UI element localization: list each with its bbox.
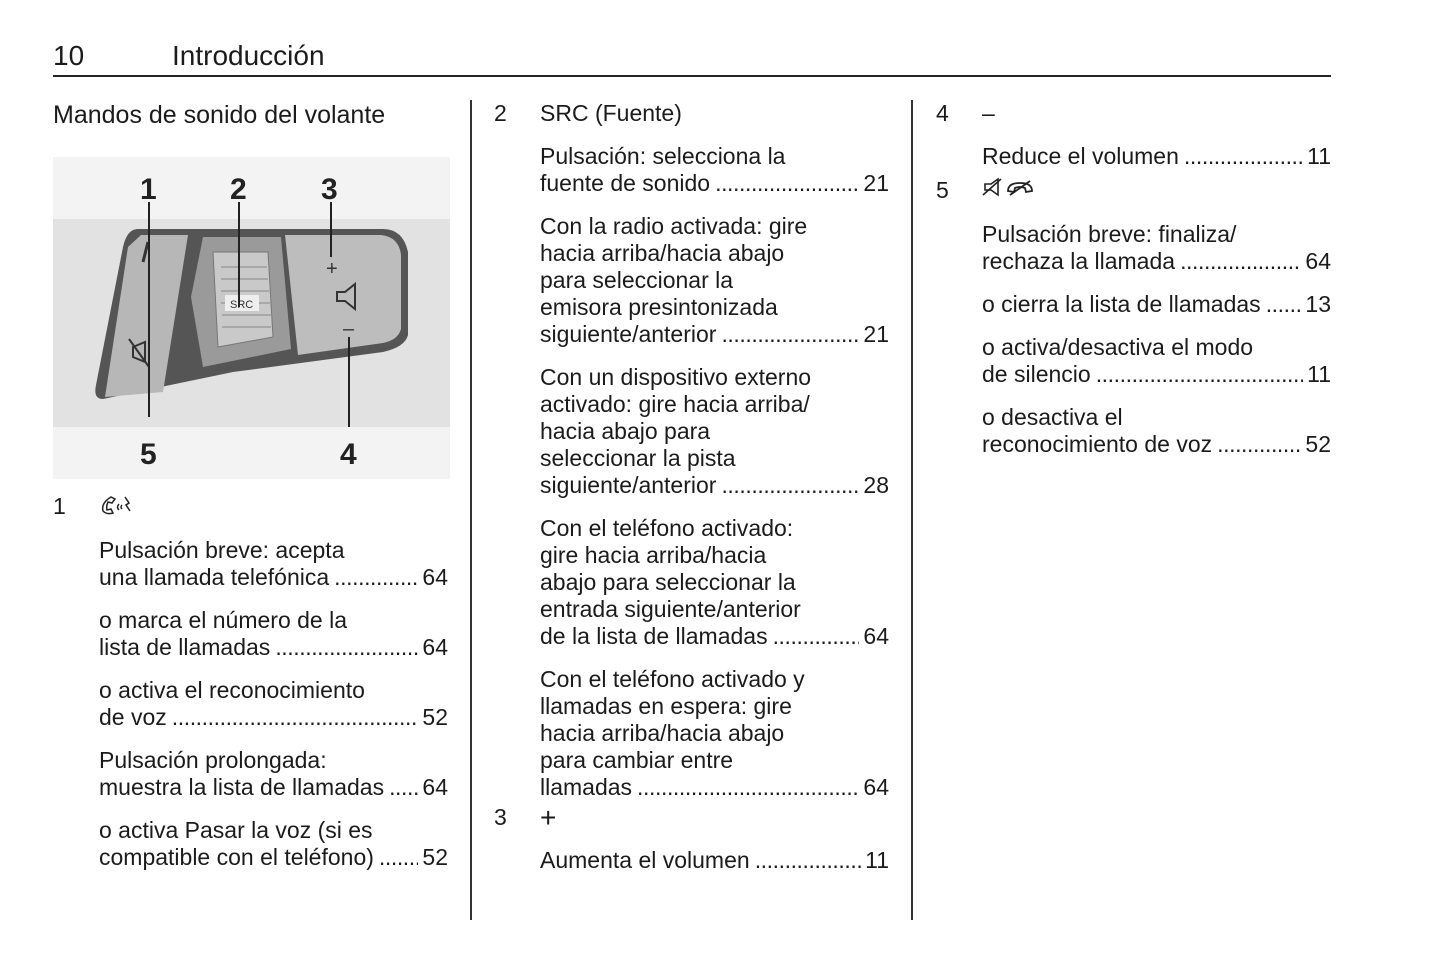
- description-paragraph: [99, 537, 448, 591]
- page-number: 10: [53, 40, 85, 71]
- item-5-descriptions: [982, 221, 1331, 458]
- page-reference-link[interactable]: 28: [863, 472, 889, 498]
- text-line: para seleccionar la: [540, 267, 734, 293]
- text-line: siguiente/anterior: [540, 472, 717, 498]
- item-1-descriptions: [99, 537, 448, 871]
- description-paragraph: [982, 221, 1331, 275]
- item-number: 2: [494, 100, 507, 126]
- description-paragraph: [540, 143, 889, 197]
- text-line: Con el teléfono activado:: [540, 515, 794, 541]
- text-line: Pulsación prolongada:: [99, 747, 327, 773]
- page-reference-link[interactable]: 11: [865, 847, 889, 873]
- description-paragraph: [982, 291, 1331, 318]
- description-paragraph: [99, 747, 448, 801]
- page-reference-line: [540, 321, 889, 348]
- page-reference-line: [540, 472, 889, 499]
- page-reference-link[interactable]: 52: [422, 844, 448, 870]
- text-line: Con la radio activada: gire: [540, 213, 808, 239]
- text-line: Pulsación breve: acepta: [99, 537, 345, 563]
- text-line: de la lista de llamadas: [540, 623, 768, 649]
- page-reference-line: [540, 847, 889, 874]
- item-3: [494, 804, 889, 831]
- text-line: Reduce el volumen: [982, 143, 1179, 169]
- text-line: Aumenta el volumen: [540, 847, 750, 873]
- dot-leader: [1217, 431, 1301, 458]
- column-2: [494, 100, 889, 890]
- text-line: o cierra la lista de llamadas: [982, 291, 1261, 317]
- text-line: hacia arriba/hacia abajo: [540, 720, 785, 746]
- page-reference-link[interactable]: 64: [422, 634, 448, 660]
- page-reference-link[interactable]: 21: [863, 321, 889, 347]
- description-paragraph: [540, 213, 889, 348]
- dot-leader: [334, 564, 418, 591]
- dot-leader: [715, 170, 859, 197]
- section-heading: Mandos de sonido del volante: [53, 101, 386, 129]
- text-line: reconocimiento de voz: [982, 431, 1213, 457]
- item-number: 5: [936, 177, 949, 203]
- callout-5: 5: [140, 438, 157, 471]
- page-reference-link[interactable]: 64: [422, 564, 448, 590]
- text-line: Con el teléfono activado y: [540, 666, 805, 692]
- text-line: llamadas en espera: gire: [540, 693, 792, 719]
- text-line: entrada siguiente/anterior: [540, 596, 801, 622]
- text-line: compatible con el teléfono): [99, 844, 374, 870]
- text-line: o desactiva el: [982, 404, 1123, 430]
- text-line: Pulsación breve: finaliza/: [982, 221, 1237, 247]
- dot-leader: [755, 847, 861, 874]
- page-reference-line: [982, 361, 1331, 388]
- text-line: fuente de sonido: [540, 170, 711, 196]
- page-reference-link[interactable]: 64: [422, 774, 448, 800]
- dot-leader: [389, 774, 418, 801]
- column-3: [936, 100, 1331, 474]
- item-4: [936, 100, 1331, 127]
- description-paragraph: [540, 364, 889, 499]
- text-line: emisora presintonizada: [540, 294, 778, 320]
- dot-leader: [637, 774, 859, 801]
- minus-glyph: –: [343, 318, 355, 340]
- page-reference-line: [99, 634, 448, 661]
- text-line: de silencio: [982, 361, 1091, 387]
- text-line: hacia abajo para: [540, 418, 711, 444]
- page-reference-line: [540, 774, 889, 801]
- item-2-descriptions: [540, 143, 889, 801]
- page-reference-line: [99, 844, 448, 871]
- page-reference-line: [540, 170, 889, 197]
- item-label: –: [982, 100, 995, 126]
- callout-3: 3: [321, 173, 338, 206]
- page-reference-link[interactable]: 64: [863, 623, 889, 649]
- text-line: hacia arriba/hacia abajo: [540, 240, 785, 266]
- steering-wheel-controls-figure: [53, 157, 450, 479]
- item-number: 4: [936, 100, 949, 126]
- callout-1: 1: [140, 173, 157, 206]
- text-line: rechaza la llamada: [982, 248, 1176, 274]
- dot-leader: [721, 472, 859, 499]
- item-number: 3: [494, 804, 507, 830]
- dot-leader: [1266, 291, 1302, 318]
- mute-hangup-icon: [982, 177, 1038, 205]
- page-reference-line: [99, 704, 448, 731]
- section-title: Introducción: [172, 40, 325, 71]
- page-reference-line: [982, 291, 1331, 318]
- item-3-descriptions: [540, 847, 889, 874]
- page-reference-link[interactable]: 64: [1305, 248, 1331, 274]
- dot-leader: [773, 623, 860, 650]
- column-1: [53, 100, 448, 887]
- item-number: 1: [53, 493, 66, 519]
- dot-leader: [172, 704, 419, 731]
- description-paragraph: [540, 666, 889, 801]
- page-reference-link[interactable]: 13: [1305, 291, 1331, 317]
- page-reference-line: [982, 143, 1331, 170]
- page-reference-link[interactable]: 11: [1307, 361, 1331, 387]
- page-reference-line: [99, 774, 448, 801]
- text-line: lista de llamadas: [99, 634, 271, 660]
- item-label: SRC (Fuente): [540, 100, 682, 126]
- dot-leader: [275, 634, 418, 661]
- header-rule: [53, 75, 1331, 77]
- dot-leader: [379, 844, 419, 871]
- text-line: llamadas: [540, 774, 633, 800]
- text-line: o activa Pasar la voz (si es: [99, 817, 373, 843]
- text-line: o activa el reconocimiento: [99, 677, 365, 703]
- column-divider: [470, 100, 472, 920]
- text-line: siguiente/anterior: [540, 321, 717, 347]
- description-paragraph: [540, 847, 889, 874]
- text-line: o activa/desactiva el modo: [982, 334, 1254, 360]
- item-5: [936, 177, 1331, 205]
- page-reference-link[interactable]: 21: [863, 170, 889, 196]
- text-line: abajo para seleccionar la: [540, 569, 796, 595]
- text-line: de voz: [99, 704, 167, 730]
- dot-leader: [1096, 361, 1303, 388]
- dot-leader: [1180, 248, 1301, 275]
- page-reference-line: [540, 623, 889, 650]
- phone-voice-icon: [99, 493, 139, 521]
- item-2: [494, 100, 889, 127]
- page-reference-line: [99, 564, 448, 591]
- text-line: o marca el número de la: [99, 607, 348, 633]
- page-reference-link[interactable]: 64: [863, 774, 889, 800]
- text-line: para cambiar entre: [540, 747, 734, 773]
- text-line: seleccionar la pista: [540, 445, 736, 471]
- text-line: una llamada telefónica: [99, 564, 330, 590]
- dot-leader: [721, 321, 859, 348]
- page-reference-link[interactable]: 52: [422, 704, 448, 730]
- page-reference-line: [982, 248, 1331, 275]
- item-4-descriptions: [982, 143, 1331, 170]
- text-line: Pulsación: selecciona la: [540, 143, 786, 169]
- description-paragraph: [982, 143, 1331, 170]
- text-line: activado: gire hacia arriba/: [540, 391, 810, 417]
- page-reference-link[interactable]: 11: [1307, 143, 1331, 169]
- page-reference-link[interactable]: 52: [1305, 431, 1331, 457]
- plus-glyph: +: [326, 258, 338, 280]
- item-1: [53, 493, 448, 521]
- description-paragraph: [982, 334, 1331, 388]
- src-label: SRC: [230, 299, 254, 311]
- description-paragraph: [982, 404, 1331, 458]
- item-label: +: [540, 802, 557, 833]
- dot-leader: [1184, 143, 1303, 170]
- description-paragraph: [540, 515, 889, 650]
- page-reference-line: [982, 431, 1331, 458]
- description-paragraph: [99, 677, 448, 731]
- text-line: Con un dispositivo externo: [540, 364, 812, 390]
- description-paragraph: [99, 817, 448, 871]
- text-line: muestra la lista de llamadas: [99, 774, 385, 800]
- text-line: gire hacia arriba/hacia: [540, 542, 767, 568]
- column-divider: [911, 100, 913, 920]
- callout-2: 2: [230, 173, 247, 206]
- callout-4: 4: [340, 438, 357, 471]
- description-paragraph: [99, 607, 448, 661]
